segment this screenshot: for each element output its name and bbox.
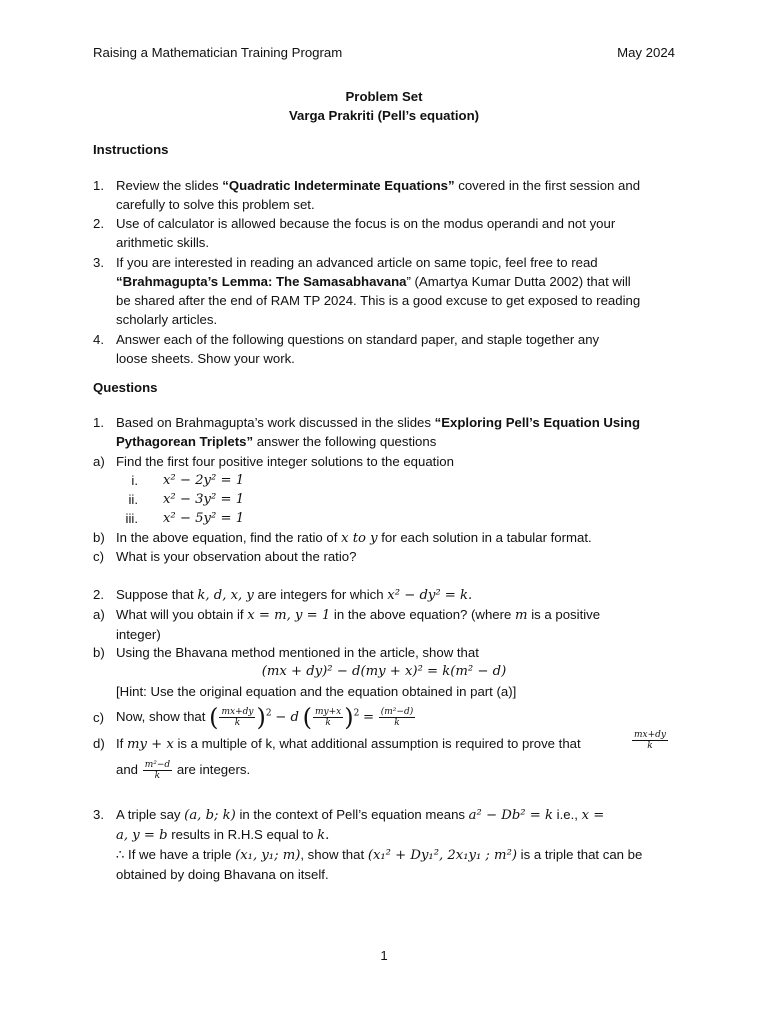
page-number: 1 [380,948,388,963]
title-line2: Varga Prakriti (Pell’s equation) [288,108,480,123]
equation: x² − 3y² = 1 [163,492,245,507]
header-date: May 2024 [617,45,675,60]
question-1: 1. Based on Brahmagupta’s work discussed in the slides “Exploring Pell’s Equation Using Pythagorean Triplets” answer the following questions [93,415,641,449]
instruction-item: 3. If you are interested in reading an advanced article on same topic, feel free to read “Brahmagupta’s Lemma: The Samasabhavana” (Amartya Kumar Dutta 2002) that will be shared after the end of RAM TP 2024. This is a good excuse to get exposed to reading scholarly articles. [93,255,641,327]
header-program: Raising a Mathematician Training Program [93,45,343,60]
equation: x² − 2y² = 1 [163,473,245,488]
instruction-item: 4. Answer each of the following questions on standard paper, and staple together any loose sheets. Show your work. [93,332,600,366]
question-2d: d) If my + x is a multiple of k, what additional assumption is required to prove that $\frac{mx+dy}{k}$ and $\frac{\text{m²−d}}{k}$ are integers. [93,730,666,782]
article-title: “Brahmagupta’s Lemma: The Samasabhavana [116,274,407,289]
instruction-item: 2. Use of calculator is allowed because the focus is on the modus operandi and not your arithmetic skills. [93,216,616,250]
question-1a: a) Find the first four positive integer solutions to the equation [93,454,454,469]
slide-title: “Quadratic Indeterminate Equations” [222,178,455,193]
fraction: $\frac{my+x}{k}$ [315,707,342,729]
question-2b: b) Using the Bhavana method mentioned in the article, show that [93,645,479,660]
instruction-item: 1. Review the slides “Quadratic Indeterminate Equations” covered in the first session and carefully to solve this problem set. [93,178,641,212]
bhavana-identity: (mx + dy)² − d(my + x)² = k(m² − d) [261,664,507,679]
question-1c: c) What is your observation about the ratio? [93,549,357,564]
title-line1: Problem Set [345,89,423,104]
question-2b-hint: [Hint: Use the original equation and the equation obtained in part (a)] [116,684,517,699]
question-2: 2. Suppose that k, d, x, y are integers for which x² − dy² = k. [93,587,473,603]
fraction: $\frac{\text{m²−d}}{k}$ [144,760,171,782]
fraction: $\frac{mx+dy}{k}$ [634,730,666,751]
question-2a: a) What will you obtain if x = m, y = 1 in the above equation? (where m is a positive integer) [93,607,601,642]
questions-heading: Questions [93,380,158,395]
fraction: $\frac{mx+dy}{k}$ [221,707,254,729]
question-3: 3. A triple say (a, b; k) in the context of Pell’s equation means a² − Db² = k i.e., x = a, y = b results in R.H.S equal to k. ∴ If we have a triple (x₁, y₁; m), show that (x₁² + Dy₁², 2x₁y₁ ; m²) is a triple that can be obtained by doing Bhavana on itself. [93,807,643,882]
equation: x² − 5y² = 1 [163,511,245,526]
question-1b: b) In the above equation, find the ratio of x to y for each solution in a tabular format. [93,530,592,546]
item-number: 1. [93,178,104,193]
document-page: Raising a Mathematician Training Program May 2024 Problem Set Varga Prakriti (Pell’s equation) Instructions 1. Review the slides “Quadratic Indeterminate Equations” covered in the first session and carefully to solve this problem set. 2. Use of calculator is allowed because the focus is on the modus operandi and not your arithmetic skills. 3. If you are interested in reading an advanced article on same topic, feel free to read “Brahmagupta’s Lemma: The Samasabhavana” (Amartya Kumar Dutta 2002) that will be shared after the end of RAM TP 2024. This is a good excuse to get exposed to reading scholarly articles. 4. Answer each of the following questions on standard paper, and staple together any loose sheets. Show your work. Questions 1. Based on Brahmagupta’s work discussed in the slides “Exploring Pell’s Equation Using Pythagorean Triplets” answer the following questions a) Find the first four positive integer solutions to the equation i. x² − 2y² = 1 ii. x² − 3y² = 1 iii. x² − 5y² = 1 b) In the above equation, find the ratio of x to y for each solution in a tabular format. c) What is your observation about the ratio? 2. Suppose that k, d, x, y are integers for which x² − dy² = k. a) What will you obtain if x = m, y = 1 in the above equation? (where m is a positive integer) b) Using the Bhavana method mentioned in the article, show that (mx + dy)² − d(my + x)² = k(m² − d) [Hint: Use the original equation and the equation obtained in part (a)] c) Now, show that ( $\frac{mx+dy}{k}$ )$^2$ − d ( $\frac{my+x}{k}$ )$^2$ = $\frac{\text{(m²−d)}}{k}$ d) If my + x is a multiple of k, what additional assumption is required to prove that $\frac{mx+dy}{k}$ and $\frac{\text{m²−d}}{k}$ are integers. 3. A triple say (a, b; k) in the context of Pell’s equation means a² − Db² = k i.e., x = a, y = b results in R.H.S equal to k. ∴ If we have a triple (x₁, y₁; m), show that (x₁² + Dy₁², 2x₁y₁ ; m²) is a triple that can be obtained by doing Bhavana on itself. 1 [0,0,768,1024]
question-2c: c) Now, show that ( $\frac{mx+dy}{k}$ )$^2$ − d ( $\frac{my+x}{k}$ )$^2$ = $\frac{\text{(m²−d)}}{k}$ [93,703,414,732]
fraction: $\frac{\text{(m²−d)}}{k}$ [380,707,414,729]
instructions-heading: Instructions [93,142,169,157]
